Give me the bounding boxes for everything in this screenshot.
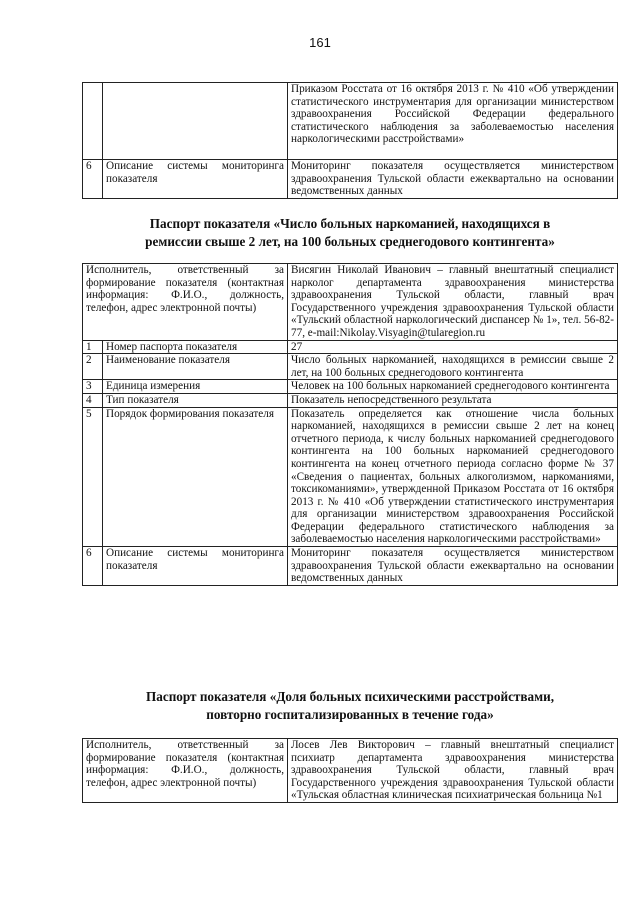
table-cell-value: Приказом Росстата от 16 октября 2013 г. № 410 «Об утверждении статистического инструментария для организации министерством здравоохранения Российской Федерации федерального статистического наблюдения за заболеваемостью населения наркологическими расстройствами» bbox=[288, 83, 618, 160]
table-cell-label: Наименование показателя bbox=[103, 354, 288, 380]
indicator-passport-table bbox=[82, 738, 618, 803]
table-cell-num: 6 bbox=[83, 547, 103, 586]
table-cell-label: Порядок формирования показателя bbox=[103, 407, 288, 547]
table-cell-value: Мониторинг показателя осуществляется министерством здравоохранения Тульской области ежеквартально на основании ведомственных данных bbox=[288, 160, 618, 199]
executor-value: Лосев Лев Викторович – главный внештатный специалист психиатр департамента здравоохранения министерства здравоохранения Тульской области, главный врач Государственного учреждения здравоохранения Тульской области «Тульская областная клиническая психиатрическая больница №1 bbox=[288, 739, 618, 803]
table-row bbox=[83, 739, 618, 803]
section-heading bbox=[82, 215, 618, 251]
table-cell-label bbox=[103, 83, 288, 160]
section-heading bbox=[82, 688, 618, 724]
table-row bbox=[83, 83, 618, 160]
heading-line: ремиссии свыше 2 лет, на 100 больных среднегодового контингента» bbox=[145, 234, 555, 249]
table-cell-num: 4 bbox=[83, 393, 103, 407]
heading-line: Паспорт показателя «Число больных наркоманией, находящихся в bbox=[149, 216, 551, 231]
table-cell-value: Показатель непосредственного результата bbox=[288, 393, 618, 407]
table-cell-num: 6 bbox=[83, 160, 103, 199]
table-cell-label: Номер паспорта показателя bbox=[103, 340, 288, 354]
table-row bbox=[83, 393, 618, 407]
indicator-passport-table bbox=[82, 263, 618, 586]
table-cell-num: 5 bbox=[83, 407, 103, 547]
table-cell-num: 2 bbox=[83, 354, 103, 380]
table-cell-label: Единица измерения bbox=[103, 380, 288, 394]
executor-label: Исполнитель, ответственный за формирование показателя (контактная информация: Ф.И.О., должность, телефон, адрес электронной почты) bbox=[83, 264, 288, 341]
executor-label: Исполнитель, ответственный за формирование показателя (контактная информация: Ф.И.О., должность, телефон, адрес электронной почты) bbox=[83, 739, 288, 803]
table-row bbox=[83, 340, 618, 354]
table-cell-value: Мониторинг показателя осуществляется министерством здравоохранения Тульской области ежеквартально на основании ведомственных данных bbox=[288, 547, 618, 586]
table-row bbox=[83, 380, 618, 394]
table-cell-label: Описание системы мониторинга показателя bbox=[103, 547, 288, 586]
table-cell-num: 1 bbox=[83, 340, 103, 354]
heading-line: повторно госпитализированных в течение года» bbox=[206, 707, 494, 722]
table-row bbox=[83, 407, 618, 547]
table-cell-value: Показатель определяется как отношение числа больных наркоманией, находящихся в ремиссии свыше 2 лет на конец отчетного периода, к числу больных наркоманией среднегодового контингента на 100 больных наркоманией среднегодового контингента на конец отчетного периода согласно форме № 37 «Сведения о пациентах, больных алкоголизмом, наркоманиями, токсикоманиями», утвержденной Приказом Росстата от 16 октября 2013 г. № 410 «Об утверждении статистического инструментария для организации министерством здравоохранения Российской Федерации федерального статистического наблюдения за заболеваемостью населения наркологическими расстройствами» bbox=[288, 407, 618, 547]
table-row bbox=[83, 264, 618, 341]
table-row bbox=[83, 547, 618, 586]
table-row bbox=[83, 354, 618, 380]
indicator-table-continued bbox=[82, 82, 618, 199]
table-cell-num bbox=[83, 83, 103, 160]
page-number: 161 bbox=[309, 35, 331, 50]
table-cell-value: 27 bbox=[288, 340, 618, 354]
table-cell-value: Человек на 100 больных наркоманией среднегодового контингента bbox=[288, 380, 618, 394]
executor-value: Висягин Николай Иванович – главный внештатный специалист нарколог департамента здравоохранения министерства здравоохранения Тульской области, главный врач Государственного учреждения здравоохранения Тульской области «Тульский областной наркологический диспансер № 1», тел. 56-82-77, e-mail:Nikolay.Visyagin@tularegion.ru bbox=[288, 264, 618, 341]
heading-line: Паспорт показателя «Доля больных психическими расстройствами, bbox=[146, 689, 554, 704]
table-cell-value: Число больных наркоманией, находящихся в ремиссии свыше 2 лет, на 100 больных среднегодового контингента bbox=[288, 354, 618, 380]
table-row bbox=[83, 160, 618, 199]
table-cell-num: 3 bbox=[83, 380, 103, 394]
table-cell-label: Тип показателя bbox=[103, 393, 288, 407]
table-cell-label: Описание системы мониторинга показателя bbox=[103, 160, 288, 199]
